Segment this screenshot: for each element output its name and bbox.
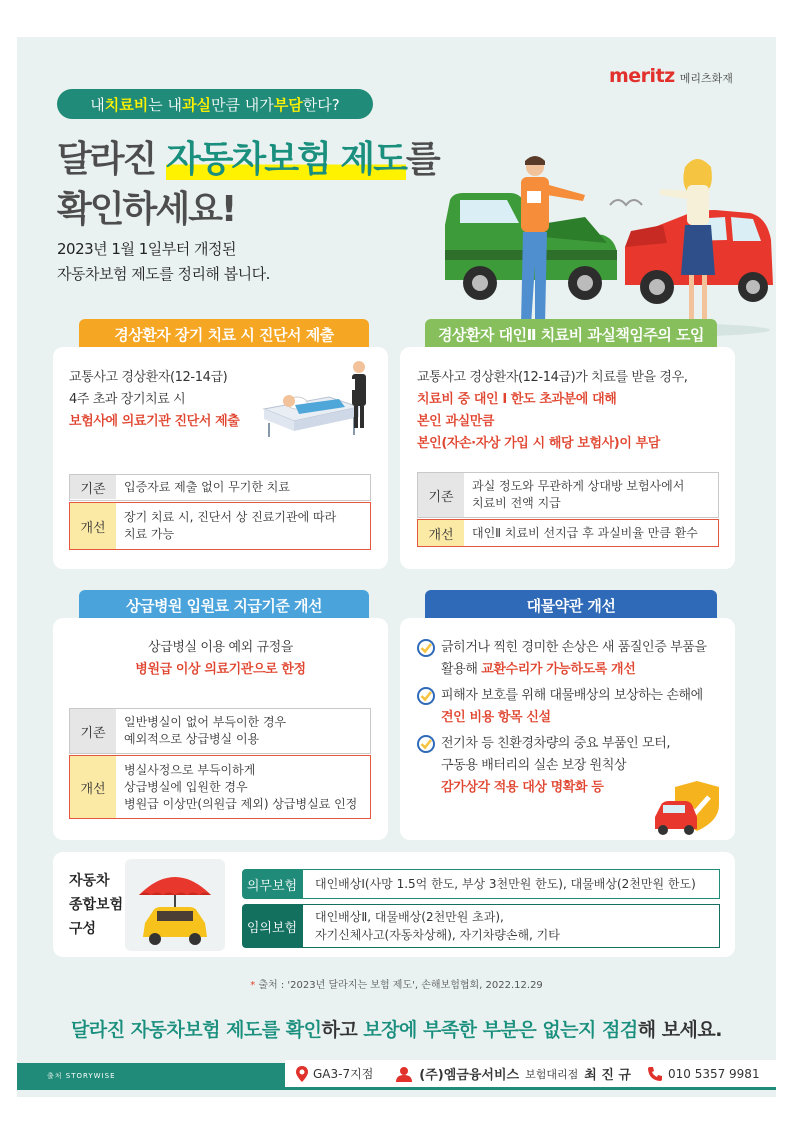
list-item <box>417 637 727 681</box>
composition-title-line: 구성 <box>69 921 97 937</box>
row-value-line: 예외적으로 상급병실 이용 <box>124 732 260 746</box>
closing-highlight: 보장에 부족한 부분은 없는지 점검 <box>363 1019 638 1041</box>
row-value <box>116 756 370 818</box>
section1-highlight: 보험사에 의료기관 진단서 제출 <box>69 414 240 429</box>
item-line: 활용해 <box>441 662 482 677</box>
composition-title-line: 자동차 <box>69 873 110 889</box>
item-line: 전기차 등 친환경차량의 중요 부품인 모터, <box>441 736 671 751</box>
optional-label: 임의보험 <box>242 904 302 948</box>
section2-highlight: 본인 과실만큼 <box>417 414 495 429</box>
table-row <box>69 708 371 754</box>
location-pin-icon <box>295 1065 309 1083</box>
brand-name: meritz <box>609 65 675 87</box>
section3-compare-table <box>69 708 371 819</box>
pill-highlight: 과실 <box>182 95 212 114</box>
branch-name: GA3-7지점 <box>313 1067 374 1081</box>
row-value-line: 치료 가능 <box>124 527 175 541</box>
phone-number: 010 5357 9981 <box>667 1066 760 1081</box>
section1-line: 4주 초과 장기치료 시 <box>69 392 186 407</box>
check-circle-icon <box>417 639 435 657</box>
section2-highlight: 본인(자손·자상 가입 시 해당 보험사)이 부담 <box>417 436 660 451</box>
row-value: 대인Ⅱ 치료비 선지급 후 과실비율 만큼 환수 <box>472 525 698 540</box>
composition-title <box>69 869 123 941</box>
row-value-line: 상급병실에 입원한 경우 <box>124 779 248 794</box>
section3-highlight: 병원급 이상 의료기관으로 한정 <box>135 662 306 677</box>
agent-name: 최 진 규 <box>584 1068 631 1083</box>
title-text: 를 <box>405 139 439 180</box>
agent-info <box>285 1060 776 1087</box>
closing-message <box>17 1015 776 1042</box>
section2-title: 경상환자 대인Ⅱ 치료비 과실책임주의 도입 <box>425 319 717 349</box>
section1-line: 교통사고 경상환자(12-14급) <box>69 370 228 385</box>
section2-line: 교통사고 경상환자(12-14급)가 치료를 받을 경우, <box>417 370 688 385</box>
section4-list <box>417 637 727 799</box>
asterisk: * <box>250 980 256 991</box>
section1-text <box>69 367 239 433</box>
pill-text: 는 내 <box>148 95 183 114</box>
check-circle-icon <box>417 687 435 705</box>
page-title <box>57 135 439 235</box>
row-label: 기존 <box>70 709 116 753</box>
section2-highlight: 치료비 중 대인 Ⅰ 한도 초과분에 대해 <box>417 392 617 407</box>
meritz-logo <box>609 65 733 87</box>
optional-line: 자기신체사고(자동차상해), 자기차량손해, 기타 <box>315 928 560 942</box>
item-highlight: 교환수리가 가능하도록 개선 <box>481 662 636 677</box>
hospital-bed-illustration <box>259 359 377 449</box>
table-row <box>417 519 719 547</box>
row-value-line: 과실 정도와 무관하게 상대방 보험사에서 <box>472 479 685 493</box>
company-name: (주)엠금융서비스 <box>419 1068 520 1083</box>
mandatory-label: 의무보험 <box>242 869 302 899</box>
row-label: 기존 <box>70 475 116 499</box>
closing-text: 해 보세요. <box>637 1019 722 1041</box>
table-row <box>69 755 371 819</box>
source-text: 출처 : '2023년 달라지는 보험 제도', 손해보험협회, 2022.12.29 <box>258 980 543 991</box>
mandatory-value: 대인배상Ⅰ(사망 1.5억 한도, 부상 3천만원 한도), 대물배상(2천만원 한도) <box>302 869 720 899</box>
brand-sub: 메리츠화재 <box>679 72 733 85</box>
item-line: 피해자 보호를 위해 대물배상의 보상하는 손해에 <box>441 688 703 703</box>
phone-icon <box>647 1066 663 1082</box>
pill-highlight: 부담 <box>273 95 303 114</box>
section3-title: 상급병원 입원료 지급기준 개선 <box>79 590 369 620</box>
item-line: 긁히거나 찍힌 경미한 손상은 새 품질인증 부품을 <box>441 640 707 655</box>
item-highlight: 견인 비용 항목 신설 <box>441 710 551 725</box>
source-note <box>17 976 776 991</box>
table-row <box>417 472 719 518</box>
umbrella-car-icon <box>125 859 225 951</box>
row-label: 기존 <box>418 473 464 517</box>
pill-highlight: 치료비 <box>104 95 149 114</box>
row-value-line: 병실사정으로 부득이하게 <box>124 762 256 777</box>
closing-text: 하고 <box>321 1019 364 1041</box>
row-value-line: 병원급 이상만(의원급 제외) 상급병실료 인정 <box>124 796 358 811</box>
title-text: 달라진 <box>57 139 166 180</box>
table-row <box>69 474 371 501</box>
person-icon <box>395 1066 413 1082</box>
section4-title: 대물약관 개선 <box>425 590 717 620</box>
question-pill <box>57 89 373 119</box>
check-circle-icon <box>417 735 435 753</box>
row-value-line: 일반병실이 없어 부득이한 경우 <box>124 715 287 729</box>
section1-title: 경상환자 장기 치료 시 진단서 제출 <box>79 319 369 349</box>
item-highlight: 감가상각 적용 대상 명확화 등 <box>441 780 604 795</box>
section2-text <box>417 367 687 455</box>
row-label: 개선 <box>70 503 116 549</box>
section3-text <box>53 637 388 681</box>
row-value <box>116 503 370 549</box>
title-line2: 확인하세요! <box>57 189 236 230</box>
row-label: 개선 <box>418 520 464 546</box>
intro-text <box>57 237 270 287</box>
car-shield-icon <box>653 779 729 835</box>
list-item <box>417 685 727 729</box>
intro-line: 2023년 1월 1일부터 개정된 <box>57 240 236 258</box>
optional-line: 대인배상Ⅱ, 대물배상(2천만원 초과), <box>315 910 504 924</box>
row-value <box>464 473 718 517</box>
item-line: 구동용 배터리의 실손 보장 원칙상 <box>441 758 627 773</box>
footer-credit: 출처 STORYWISE <box>47 1072 116 1080</box>
pill-text: 내 <box>90 95 105 114</box>
intro-line: 자동차보험 제도를 정리해 봅니다. <box>57 265 270 283</box>
poster <box>17 37 776 1097</box>
row-value-line: 치료비 전액 지급 <box>472 496 561 510</box>
row-value <box>116 709 370 753</box>
row-label: 개선 <box>70 756 116 818</box>
row-value: 입증자료 제출 없이 무기한 치료 <box>124 480 290 494</box>
car-accident-illustration <box>435 155 775 340</box>
closing-highlight: 달라진 자동차보험 제도를 확인 <box>71 1019 322 1041</box>
pill-text: 한다? <box>302 95 340 114</box>
section3-line: 상급병실 이용 예외 규정을 <box>148 640 293 655</box>
section1-compare-table <box>69 474 371 550</box>
table-row <box>69 502 371 550</box>
composition-title-line: 종합보험 <box>69 897 124 913</box>
section2-compare-table <box>417 472 719 547</box>
optional-value <box>302 904 720 948</box>
pill-text: 만큼 내가 <box>211 95 274 114</box>
row-value-line: 장기 치료 시, 진단서 상 진료기관에 따라 <box>124 510 337 524</box>
title-highlight: 자동차보험 제도 <box>165 139 406 180</box>
agency-label: 보험대리점 <box>525 1067 579 1081</box>
